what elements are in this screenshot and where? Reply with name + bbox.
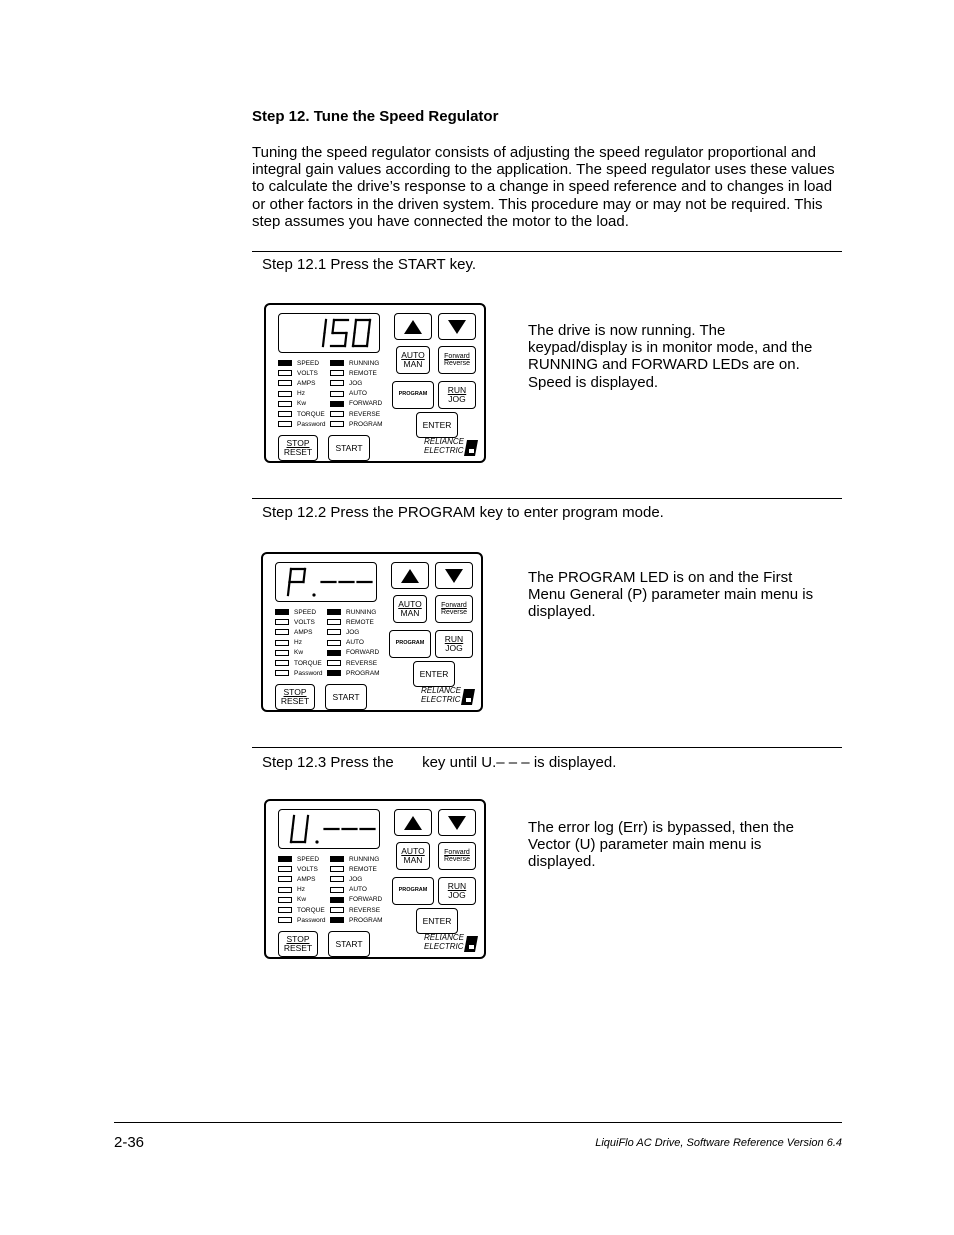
led-light [278,856,292,862]
led-label: JOG [346,628,360,636]
led-label: FORWARD [349,896,383,904]
enter-button[interactable] [416,908,458,934]
led-label: AMPS [297,875,316,883]
led-indicator [327,669,380,677]
led-light [327,670,341,676]
forward-reverse-button[interactable] [438,842,476,870]
led-label: JOG [349,379,363,387]
divider [252,251,842,252]
led-light [327,660,341,666]
step-title-text: Step 12.1 Press the START key. [262,256,476,273]
start-button[interactable] [328,435,370,461]
led-light [330,856,344,862]
led-light [327,650,341,656]
up-arrow-button[interactable] [394,809,432,836]
led-indicator [327,628,359,636]
led-light [330,391,344,397]
step-title-text-after: key until U.– – – is displayed. [422,754,617,771]
brand-name [424,437,464,455]
led-light [330,866,344,872]
section-heading: Step 12. Tune the Speed Regulator [252,108,499,125]
auto-man-button[interactable] [396,346,430,374]
led-label: REMOTE [346,618,374,626]
led-indicator [278,906,325,914]
down-arrow-icon [448,320,466,334]
led-label: AMPS [297,379,316,387]
divider [252,747,842,748]
led-indicator [278,855,319,863]
auto-label: AUTO [401,846,425,857]
run-jog-button[interactable] [438,877,476,905]
led-light [330,411,344,417]
program-label: PROGRAM [395,640,425,647]
led-indicator [330,886,367,894]
run-label: RUN [444,634,464,645]
led-indicator [275,618,315,626]
led-label: Hz [294,639,302,647]
step-title [262,504,664,521]
led-label: TORQUE [297,410,325,418]
led-label: VOLTS [294,618,315,626]
auto-man-button[interactable] [396,842,430,870]
led-indicator [330,410,380,418]
led-label: REVERSE [349,410,381,418]
step-description: The drive is now running. The keypad/display is in monitor mode, and the RUNNING and FORWARD LEDs are on. Speed is displayed. [528,322,813,391]
led-indicator [327,639,364,647]
led-light [330,907,344,913]
auto-label: AUTO [401,350,425,361]
led-light [327,629,341,635]
program-button[interactable] [392,381,434,409]
reliance-logo-icon [464,440,478,456]
document-title: LiquiFlo AC Drive, Software Reference Version 6.4 [595,1137,842,1149]
seven-segment-display [278,313,380,353]
led-label: Kw [297,400,307,408]
start-label: START [335,442,363,453]
intro-paragraph: Tuning the speed regulator consists of adjusting the speed regulator proportional and integral gain values according to the application. The speed regulator uses these values to calculate the drive’s response to a change in speed reference and to changes in load or other factors in the driven system. This procedure may or may not be required. This step assumes you have connected the motor to the load. [252,144,835,230]
man-label: MAN [403,855,423,865]
reset-label: RESET [283,943,313,953]
brand-line: ELECTRIC [420,695,461,704]
stop-reset-button[interactable] [275,684,315,710]
program-label: PROGRAM [398,887,428,894]
man-label: MAN [403,359,423,369]
led-light [275,609,289,615]
reset-label: RESET [283,447,313,457]
led-indicator [278,420,326,428]
led-indicator [275,639,302,647]
led-light [327,609,341,615]
auto-label: AUTO [398,599,422,610]
led-indicator [278,865,318,873]
jog-label: JOG [448,394,466,404]
program-button[interactable] [389,630,431,658]
brand-line: ELECTRIC [423,942,464,951]
led-indicator [278,875,315,883]
page-number: 2-36 [114,1134,145,1151]
led-light [330,917,344,923]
brand-name [421,686,461,704]
led-light [278,421,292,427]
led-label: AUTO [349,390,367,398]
led-label: AUTO [349,886,367,894]
led-label: Password [297,420,326,428]
down-arrow-button[interactable] [435,562,473,589]
reverse-label: Reverse [443,856,471,863]
led-label: SPEED [297,359,320,367]
led-label: PROGRAM [346,669,380,677]
seven-segment-display [275,562,377,602]
brand-line: RELIANCE [423,437,464,446]
down-arrow-button[interactable] [438,809,476,836]
led-label: REMOTE [349,865,377,873]
led-indicator [330,369,377,377]
led-indicator [330,420,383,428]
led-indicator [278,916,326,924]
led-indicator [330,896,382,904]
step-description: The PROGRAM LED is on and the First Menu General (P) parameter main menu is displayed. [528,569,814,621]
enter-button[interactable] [416,412,458,438]
led-indicator [330,865,377,873]
led-light [330,421,344,427]
run-jog-button[interactable] [438,381,476,409]
divider [252,498,842,499]
led-label: Kw [294,649,304,657]
led-light [278,411,292,417]
led-label: SPEED [297,855,320,863]
run-label: RUN [447,881,467,892]
led-indicator [330,855,379,863]
start-button[interactable] [328,931,370,957]
reverse-label: Reverse [440,609,468,616]
brand-line: RELIANCE [420,686,461,695]
jog-label: JOG [445,643,463,653]
led-indicator [330,400,382,408]
led-light [278,866,292,872]
brand-name [424,933,464,951]
led-label: RUNNING [346,608,377,616]
start-label: START [332,691,360,702]
led-label: Password [294,669,323,677]
stop-reset-button[interactable] [278,931,318,957]
led-indicator [327,608,376,616]
led-label: REVERSE [346,659,378,667]
reliance-logo-icon [461,689,475,705]
led-light [330,887,344,893]
led-label: AUTO [346,639,364,647]
enter-label: ENTER [422,915,452,926]
led-light [278,370,292,376]
led-indicator [275,608,316,616]
start-button[interactable] [325,684,367,710]
led-label: VOLTS [297,865,318,873]
led-light [330,897,344,903]
forward-label: Forward [444,848,470,856]
led-indicator [330,875,362,883]
led-indicator [278,400,306,408]
led-label: FORWARD [349,400,383,408]
led-light [330,380,344,386]
up-arrow-button[interactable] [394,313,432,340]
led-label: Password [297,916,326,924]
forward-reverse-button[interactable] [435,595,473,623]
led-light [275,650,289,656]
led-light [330,876,344,882]
led-light [278,917,292,923]
forward-label: Forward [441,601,467,609]
led-indicator [330,390,367,398]
program-button[interactable] [392,877,434,905]
led-indicator [278,886,305,894]
led-label: REMOTE [349,369,377,377]
step-title-text: Step 12.2 Press the PROGRAM key to enter program mode. [262,504,664,521]
led-indicator [327,659,377,667]
led-indicator [330,359,379,367]
led-label: PROGRAM [349,420,383,428]
led-label: REVERSE [349,906,381,914]
enter-label: ENTER [422,419,452,430]
brand-line: RELIANCE [423,933,464,942]
stop-reset-button[interactable] [278,435,318,461]
down-arrow-button[interactable] [438,313,476,340]
enter-button[interactable] [413,661,455,687]
led-light [327,640,341,646]
led-light [278,391,292,397]
led-indicator [278,369,318,377]
up-arrow-icon [404,816,422,830]
led-label: TORQUE [294,659,322,667]
led-indicator [275,659,322,667]
led-label: FORWARD [346,649,380,657]
led-label: Kw [297,896,307,904]
keypad-panel [264,799,486,959]
led-indicator [330,916,383,924]
led-label: JOG [349,875,363,883]
led-indicator [278,390,305,398]
led-label: VOLTS [297,369,318,377]
led-indicator [330,379,362,387]
led-label: TORQUE [297,906,325,914]
led-light [275,629,289,635]
led-label: RUNNING [349,855,380,863]
keypad-panel [261,552,483,712]
led-light [278,360,292,366]
led-light [278,401,292,407]
led-light [327,619,341,625]
led-light [278,897,292,903]
stop-label: STOP [286,934,310,945]
step-title [262,754,616,771]
step-description: The error log (Err) is bypassed, then the Vector (U) parameter main menu is displayed. [528,819,794,871]
step-title-text: Step 12.3 Press the [262,754,394,771]
led-label: SPEED [294,608,317,616]
down-arrow-icon [445,569,463,583]
led-label: RUNNING [349,359,380,367]
down-arrow-icon [448,816,466,830]
led-light [275,619,289,625]
start-label: START [335,938,363,949]
led-light [278,887,292,893]
brand-line: ELECTRIC [423,446,464,455]
led-light [278,876,292,882]
led-indicator [278,359,319,367]
led-light [275,640,289,646]
enter-label: ENTER [419,668,449,679]
up-arrow-icon [401,569,419,583]
stop-label: STOP [286,438,310,449]
led-indicator [278,379,315,387]
led-indicator [327,649,379,657]
led-label: Hz [297,886,305,894]
led-indicator [327,618,374,626]
stop-label: STOP [283,687,307,698]
reset-label: RESET [280,696,310,706]
keypad-panel [264,303,486,463]
forward-reverse-button[interactable] [438,346,476,374]
led-light [278,380,292,386]
auto-man-button[interactable] [393,595,427,623]
forward-label: Forward [444,352,470,360]
led-label: Hz [297,390,305,398]
led-indicator [275,669,323,677]
led-indicator [278,896,306,904]
step-title [262,256,476,273]
man-label: MAN [400,608,420,618]
led-light [330,401,344,407]
led-light [330,360,344,366]
reliance-logo-icon [464,936,478,952]
jog-label: JOG [448,890,466,900]
led-light [275,670,289,676]
led-indicator [278,410,325,418]
led-label: AMPS [294,628,313,636]
led-indicator [275,628,312,636]
footer-rule [114,1122,842,1123]
run-label: RUN [447,385,467,396]
led-light [275,660,289,666]
led-indicator [275,649,303,657]
program-label: PROGRAM [398,391,428,398]
led-light [330,370,344,376]
reverse-label: Reverse [443,360,471,367]
led-label: PROGRAM [349,916,383,924]
seven-segment-display [278,809,380,849]
led-light [278,907,292,913]
up-arrow-icon [404,320,422,334]
run-jog-button[interactable] [435,630,473,658]
up-arrow-button[interactable] [391,562,429,589]
led-indicator [330,906,380,914]
